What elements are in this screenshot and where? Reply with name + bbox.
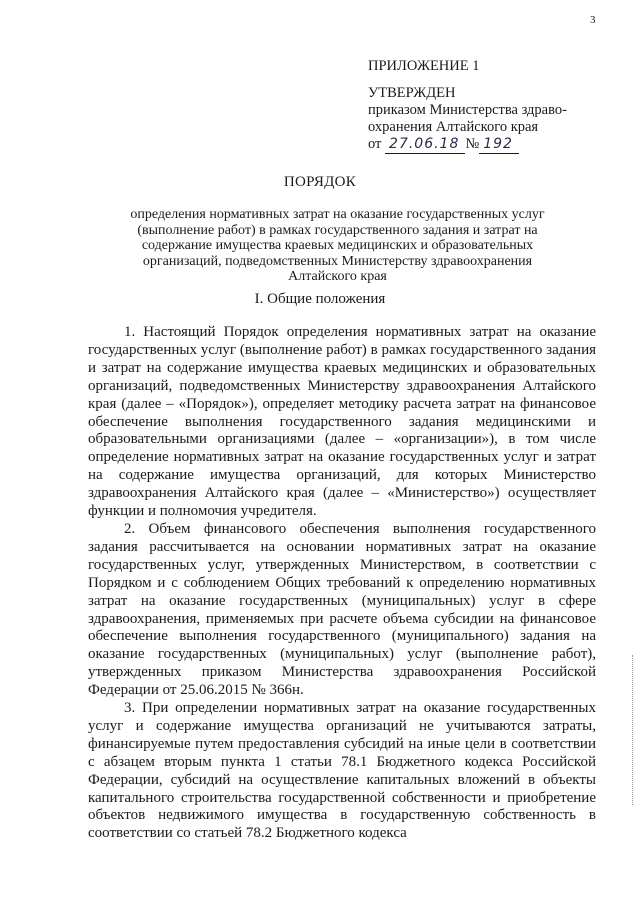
margin-stamp-mark [632, 655, 639, 805]
paragraph-2: 2. Объем финансового обеспечения выполнения государственного задания рассчитывается на основании нормативных затрат на оказание государственных услуг, утвержденных Министерством, в соответствии с Порядком и с соблюдением Общих требований к определению нормативных затрат на оказание государственных (муниципальных) услуг в сфере здравоохранения, применяемых при расчете объема субсидии на финансовое обеспечение выполнения государственного (муниципального) задания на оказание государственных (муниципальных) услуг (выполнение работ), утвержденных приказом Министерства здравоохранения Российской Федерации от 25.06.2015 № 366н. [88, 520, 596, 699]
paragraph-3: 3. При определении нормативных затрат на оказание государственных услуг и содержание имущества организаций не учитываются затраты, финансируемые путем предоставления субсидий на иные цели в соответствии с абзацем вторым пункта 1 статьи 78.1 Бюджетного кодекса Российской Федерации, субсидий на осуществление капитальных вложений в объекты капитального строительства государственной собственности и приобретение объектов недвижимого имущества в государственную собственность в соответствии со статьей 78.2 Бюджетного кодекса [88, 700, 596, 842]
document-subtitle: определения нормативных затрат на оказание государственных услуг (выполнение работ) в рамках государственного задания и затрат на содержание имущества краевых медицинских и образовательных организаций, подведомственных Министерству здравоохранения Алтайского края [130, 207, 545, 284]
paragraph-1: 1. Настоящий Порядок определения нормативных затрат на оказание государственных услуг (выполнение работ) в рамках государственного задания и затрат на содержание имущества краевых медицинских и образовательных организаций, подведомственных Министерству здравоохранения Алтайского края (далее – «Порядок»), определяет методику расчета затрат на финансовое обеспечение выполнения государственного задания медицинскими и образовательными организациями (далее – «организации»), в том числе определение нормативных затрат на оказание государственных услуг и затрат на содержание имущества организаций, для которых Министерство здравоохранения Алтайского края (далее – «Министерство») осуществляет функции и полномочия учредителя. [88, 324, 596, 520]
approved-label: УТВЕРЖДЕН [368, 85, 456, 101]
number-underline [479, 136, 519, 154]
number-prefix: № [465, 136, 480, 152]
order-line-2: охранения Алтайского края [368, 119, 539, 135]
handwritten-date: 27.06.18 [389, 136, 460, 152]
date-prefix: от [368, 136, 382, 152]
handwritten-number: 192 [483, 136, 513, 152]
section-heading: I. Общие положения [254, 291, 386, 307]
page-number: 3 [590, 14, 596, 26]
appendix-block [368, 58, 567, 154]
date-underline [385, 136, 465, 154]
document-title: ПОРЯДОК [283, 174, 357, 190]
order-date-line [368, 136, 567, 154]
body-text [88, 324, 596, 843]
appendix-title: ПРИЛОЖЕНИЕ 1 [368, 58, 480, 74]
order-line-1: приказом Министерства здраво- [368, 102, 567, 118]
